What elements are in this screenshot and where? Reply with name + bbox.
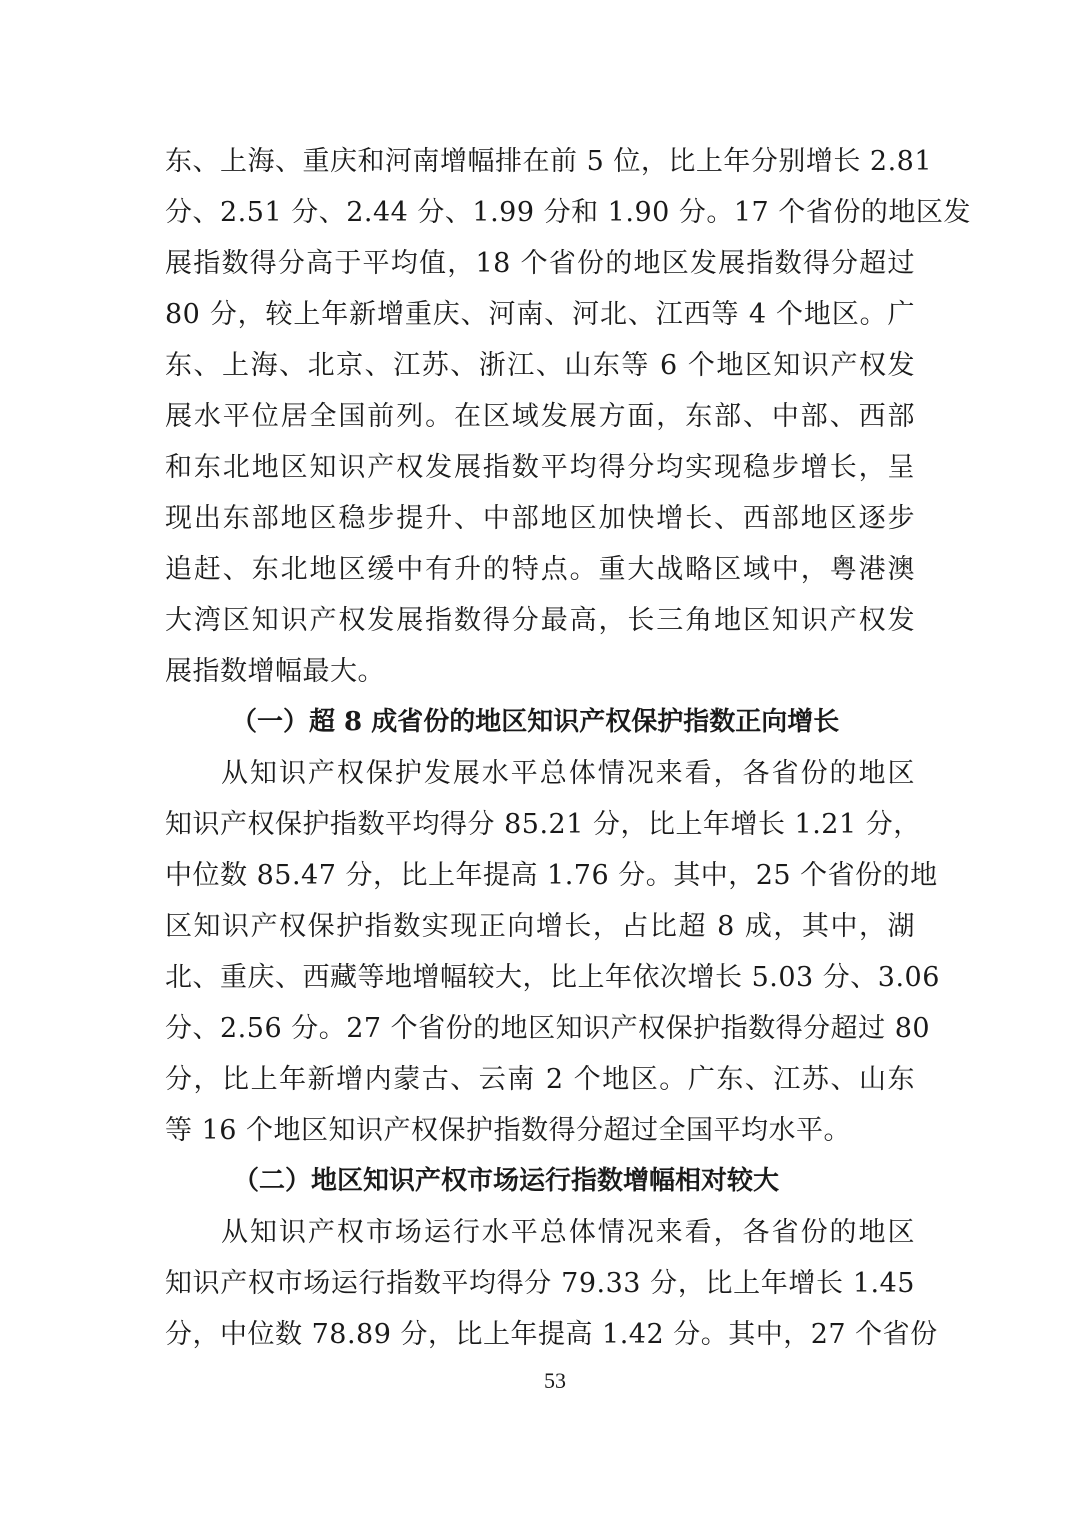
text-line: 追赶、东北地区缓中有升的特点。重大战略区域中，粤港澳 <box>165 554 915 585</box>
text-line: 分，中位数 78.89 分，比上年提高 1.42 分。其中，27 个省份 <box>165 1319 938 1350</box>
text-line: 分，比上年新增内蒙古、云南 2 个地区。广东、江苏、山东 <box>165 1064 915 1095</box>
text-line: 展水平位居全国前列。在区域发展方面，东部、中部、西部 <box>165 401 915 432</box>
paragraph-1 <box>165 136 971 697</box>
text-line: 展指数增幅最大。 <box>165 656 385 687</box>
text-line: 分、2.56 分。27 个省份的地区知识产权保护指数得分超过 80 <box>165 1013 931 1044</box>
text-line: 分、2.51 分、2.44 分、1.99 分和 1.90 分。17 个省份的地区发 <box>165 197 971 228</box>
paragraph-2 <box>165 748 940 1156</box>
text-line: 从知识产权保护发展水平总体情况来看，各省份的地区 <box>221 758 915 789</box>
page-number: 53 <box>544 1368 566 1393</box>
text-line: 东、上海、北京、江苏、浙江、山东等 6 个地区知识产权发 <box>165 350 915 381</box>
text-line: 北、重庆、西藏等地增幅较大，比上年依次增长 5.03 分、3.06 <box>165 962 940 993</box>
text-line: 从知识产权市场运行水平总体情况来看，各省份的地区 <box>221 1217 915 1248</box>
text-line: 大湾区知识产权发展指数得分最高，长三角地区知识产权发 <box>165 605 915 636</box>
text-line: 展指数得分高于平均值，18 个省份的地区发展指数得分超过 <box>165 248 915 279</box>
text-line: 和东北地区知识产权发展指数平均得分均实现稳步增长，呈 <box>165 452 915 483</box>
text-line: 80 分，较上年新增重庆、河南、河北、江西等 4 个地区。广 <box>165 299 915 330</box>
section-heading-1: （一）超 8 成省份的地区知识产权保护指数正向增长 <box>231 707 840 737</box>
text-line: 现出东部地区稳步提升、中部地区加快增长、西部地区逐步 <box>165 503 915 534</box>
text-line: 中位数 85.47 分，比上年提高 1.76 分。其中，25 个省份的地 <box>165 860 938 891</box>
section-heading-2: （二）地区知识产权市场运行指数增幅相对较大 <box>233 1166 780 1196</box>
text-line: 等 16 个地区知识产权保护指数得分超过全国平均水平。 <box>165 1115 852 1146</box>
paragraph-3 <box>165 1207 938 1360</box>
text-line: 东、上海、重庆和河南增幅排在前 5 位，比上年分别增长 2.81 <box>165 146 933 177</box>
text-line: 知识产权市场运行指数平均得分 79.33 分，比上年增长 1.45 <box>165 1268 915 1299</box>
document-body <box>165 136 971 1360</box>
text-line: 区知识产权保护指数实现正向增长，占比超 8 成，其中，湖 <box>165 911 915 942</box>
text-line: 知识产权保护指数平均得分 85.21 分，比上年增长 1.21 分， <box>165 809 921 840</box>
